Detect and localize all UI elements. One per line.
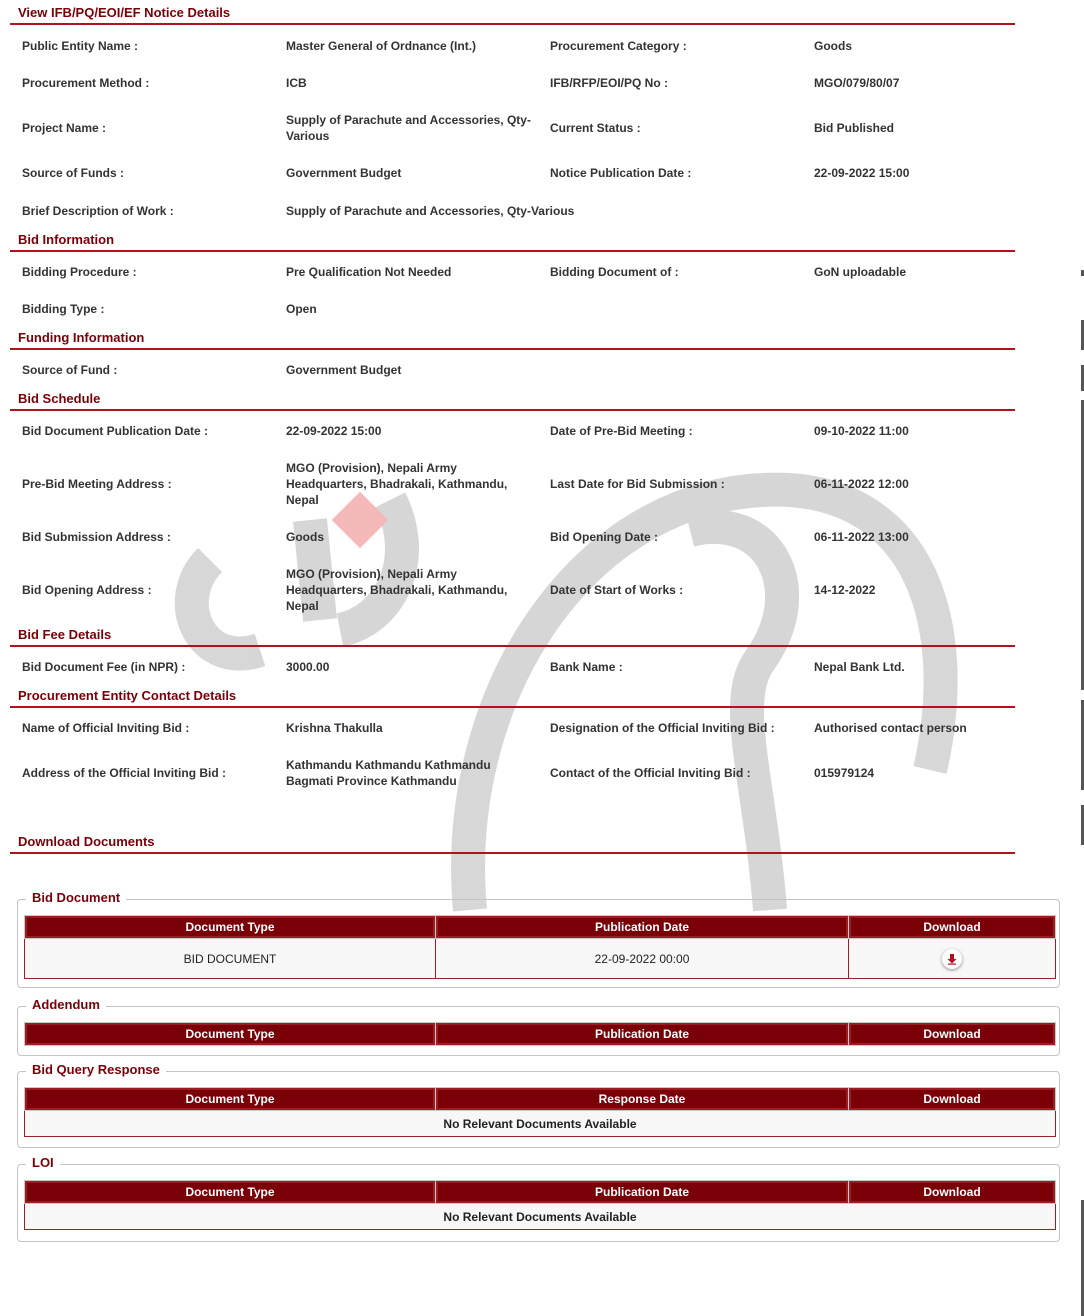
last-submission-date-label: Last Date for Bid Submission : bbox=[550, 477, 725, 491]
bid-submission-address-value: Goods bbox=[286, 530, 324, 544]
bidding-document-of-value: GoN uploadable bbox=[814, 265, 907, 279]
bid-opening-date-value: 06-11-2022 13:00 bbox=[814, 530, 909, 544]
bidding-document-of-label: Bidding Document of : bbox=[550, 265, 679, 279]
bank-name-label: Bank Name : bbox=[550, 660, 623, 674]
download-arrow-icon bbox=[946, 953, 958, 965]
official-designation-label: Designation of the Official Inviting Bid : bbox=[550, 721, 775, 735]
start-of-works-date-label: Date of Start of Works : bbox=[550, 583, 684, 597]
download-documents-heading: Download Documents bbox=[10, 834, 1015, 854]
current-status-label: Current Status : bbox=[550, 121, 641, 135]
procurement-method-label: Procurement Method : bbox=[22, 76, 150, 90]
bid-document-legend: Bid Document bbox=[26, 890, 126, 906]
procurement-category-value: Goods bbox=[814, 39, 852, 53]
ifb-no-label: IFB/RFP/EOI/PQ No : bbox=[550, 76, 669, 90]
table-row bbox=[25, 1111, 1056, 1137]
bidding-type-label: Bidding Type : bbox=[22, 302, 105, 316]
bid-opening-address-value: MGO (Provision), Nepali Army Headquarters, Bhadrakali, Kathmandu, Nepal bbox=[286, 567, 508, 613]
notice-pub-date-value: 22-09-2022 15:00 bbox=[814, 166, 910, 180]
table-row bbox=[25, 939, 1056, 979]
official-name-label: Name of Official Inviting Bid : bbox=[22, 721, 190, 735]
official-address-value: Kathmandu Kathmandu Kathmandu Bagmati Province Kathmandu bbox=[286, 758, 491, 788]
col-publication-date: Publication Date bbox=[436, 916, 849, 939]
official-contact-label: Contact of the Official Inviting Bid : bbox=[550, 766, 751, 780]
row-publication-date: 22-09-2022 00:00 bbox=[436, 939, 849, 979]
table-row bbox=[25, 1204, 1056, 1230]
source-of-funds-label: Source of Funds : bbox=[22, 166, 124, 180]
bid-opening-address-label: Bid Opening Address : bbox=[22, 583, 152, 597]
col-document-type: Document Type bbox=[25, 916, 436, 939]
bank-name-value: Nepal Bank Ltd. bbox=[814, 660, 905, 674]
project-name-label: Project Name : bbox=[22, 121, 107, 135]
source-of-fund-value: Government Budget bbox=[286, 363, 402, 377]
procurement-method-value: ICB bbox=[286, 76, 307, 90]
col-response-date: Response Date bbox=[436, 1088, 849, 1111]
official-designation-value: Authorised contact person bbox=[814, 721, 967, 735]
empty-message: No Relevant Documents Available bbox=[25, 1111, 1056, 1137]
loi-table bbox=[24, 1180, 1056, 1230]
bid-document-table bbox=[24, 915, 1056, 979]
bid-fee-heading: Bid Fee Details bbox=[10, 627, 1015, 647]
col-download: Download bbox=[849, 916, 1056, 939]
pre-bid-meeting-address-value: MGO (Provision), Nepali Army Headquarters, Bhadrakali, Kathmandu, Nepal bbox=[286, 461, 508, 507]
addendum-legend: Addendum bbox=[26, 997, 106, 1013]
download-button[interactable] bbox=[942, 949, 962, 969]
official-address-label: Address of the Official Inviting Bid : bbox=[22, 766, 227, 780]
col-publication-date: Publication Date bbox=[436, 1023, 849, 1046]
pre-bid-meeting-address-label: Pre-Bid Meeting Address : bbox=[22, 477, 172, 491]
bid-schedule-heading: Bid Schedule bbox=[10, 391, 1015, 411]
col-document-type: Document Type bbox=[25, 1088, 436, 1111]
brief-description-value: Supply of Parachute and Accessories, Qty-Various bbox=[286, 204, 575, 218]
bid-document-fee-value: 3000.00 bbox=[286, 660, 330, 674]
loi-legend: LOI bbox=[26, 1155, 60, 1171]
col-download: Download bbox=[849, 1181, 1056, 1204]
current-status-value: Bid Published bbox=[814, 121, 895, 135]
row-document-type: BID DOCUMENT bbox=[25, 939, 436, 979]
bid-information-heading: Bid Information bbox=[10, 232, 1015, 252]
col-document-type: Document Type bbox=[25, 1023, 436, 1046]
loi-group bbox=[17, 1155, 1060, 1242]
source-of-fund-label: Source of Fund : bbox=[22, 363, 118, 377]
start-of-works-date-value: 14-12-2022 bbox=[814, 583, 876, 597]
scrollbar[interactable] bbox=[1080, 0, 1084, 1316]
source-of-funds-value: Government Budget bbox=[286, 166, 402, 180]
bid-query-response-group bbox=[17, 1062, 1060, 1148]
col-download: Download bbox=[849, 1023, 1056, 1046]
contact-details-heading: Procurement Entity Contact Details bbox=[10, 688, 1015, 708]
official-contact-value: 015979124 bbox=[814, 766, 875, 780]
bidding-procedure-value: Pre Qualification Not Needed bbox=[286, 265, 452, 279]
addendum-group bbox=[17, 997, 1060, 1056]
col-download: Download bbox=[849, 1088, 1056, 1111]
last-submission-date-value: 06-11-2022 12:00 bbox=[814, 477, 909, 491]
bid-document-fee-label: Bid Document Fee (in NPR) : bbox=[22, 660, 186, 674]
bid-submission-address-label: Bid Submission Address : bbox=[22, 530, 171, 544]
project-name-value: Supply of Parachute and Accessories, Qty-Various bbox=[286, 113, 531, 143]
bid-query-response-legend: Bid Query Response bbox=[26, 1062, 166, 1078]
pre-bid-meeting-date-label: Date of Pre-Bid Meeting : bbox=[550, 424, 693, 438]
row-download-cell bbox=[849, 939, 1056, 979]
pre-bid-meeting-date-value: 09-10-2022 11:00 bbox=[814, 424, 909, 438]
bid-doc-pub-date-label: Bid Document Publication Date : bbox=[22, 424, 209, 438]
procurement-category-label: Procurement Category : bbox=[550, 39, 687, 53]
notice-pub-date-label: Notice Publication Date : bbox=[550, 166, 692, 180]
official-name-value: Krishna Thakulla bbox=[286, 721, 383, 735]
bid-query-response-table bbox=[24, 1087, 1056, 1137]
bid-opening-date-label: Bid Opening Date : bbox=[550, 530, 658, 544]
public-entity-label: Public Entity Name : bbox=[22, 39, 139, 53]
bidding-type-value: Open bbox=[286, 302, 317, 316]
public-entity-value: Master General of Ordnance (Int.) bbox=[286, 39, 477, 53]
empty-message: No Relevant Documents Available bbox=[25, 1204, 1056, 1230]
ifb-no-value: MGO/079/80/07 bbox=[814, 76, 900, 90]
bid-document-group bbox=[17, 890, 1060, 988]
col-publication-date: Publication Date bbox=[436, 1181, 849, 1204]
notice-details-heading: View IFB/PQ/EOI/EF Notice Details bbox=[10, 5, 1015, 25]
bid-doc-pub-date-value: 22-09-2022 15:00 bbox=[286, 424, 382, 438]
addendum-table bbox=[24, 1022, 1056, 1046]
bidding-procedure-label: Bidding Procedure : bbox=[22, 265, 137, 279]
funding-information-heading: Funding Information bbox=[10, 330, 1015, 350]
col-document-type: Document Type bbox=[25, 1181, 436, 1204]
brief-description-label: Brief Description of Work : bbox=[22, 204, 174, 218]
